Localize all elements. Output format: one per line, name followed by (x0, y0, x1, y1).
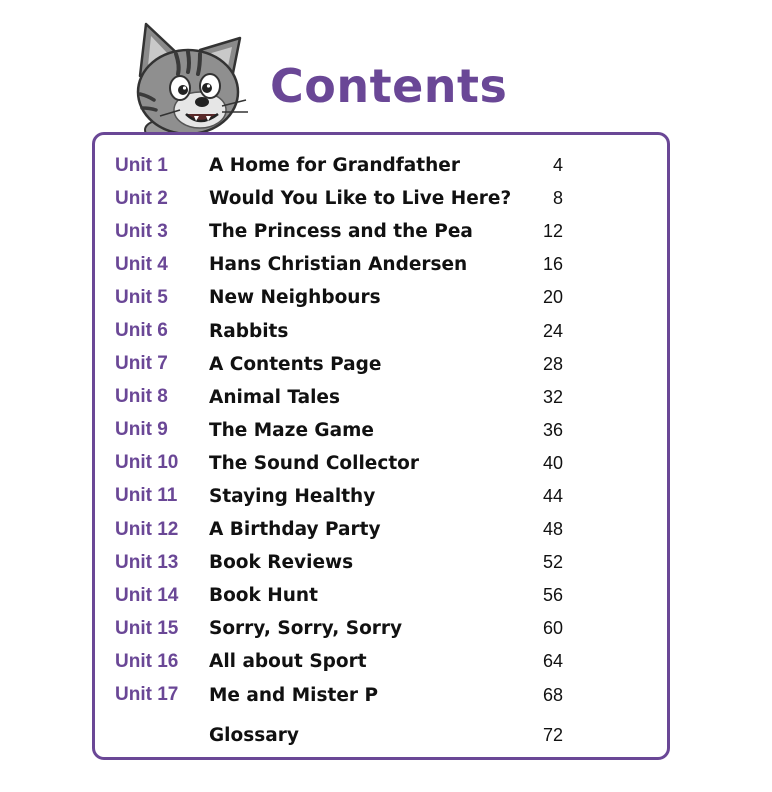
unit-label: Unit 10 (115, 452, 179, 474)
page-number: 44 (542, 485, 563, 506)
unit-label: Unit 4 (115, 253, 168, 275)
unit-label: Unit 8 (115, 386, 168, 408)
toc-row-unit-8[interactable] (95, 381, 667, 414)
unit-title: Book Hunt (209, 585, 318, 607)
unit-title: All about Sport (209, 651, 367, 673)
unit-title: Sorry, Sorry, Sorry (209, 618, 403, 640)
unit-label: Unit 3 (115, 220, 168, 242)
unit-title: Animal Tales (209, 386, 340, 408)
unit-title: Hans Christian Andersen (209, 254, 468, 276)
unit-label: Unit 9 (115, 419, 168, 441)
page-number: 20 (542, 287, 563, 308)
page-number: 64 (542, 651, 563, 672)
page-number: 52 (542, 552, 563, 573)
toc-row-unit-15[interactable] (95, 612, 667, 645)
page-number: 56 (542, 585, 563, 606)
unit-title: Would You Like to Live Here? (209, 188, 512, 210)
contents-box (92, 132, 670, 760)
unit-title: The Maze Game (209, 419, 374, 441)
unit-label: Unit 5 (115, 286, 168, 308)
page-number: 32 (542, 386, 563, 407)
unit-title: The Sound Collector (209, 452, 419, 474)
page-number: 68 (542, 684, 563, 705)
unit-label: Unit 16 (115, 650, 179, 672)
unit-label: Unit 13 (115, 551, 179, 573)
toc-row-unit-2[interactable] (95, 182, 667, 215)
toc-row-unit-6[interactable] (95, 314, 667, 347)
toc-row-glossary[interactable] (95, 719, 667, 752)
unit-label: Unit 7 (115, 353, 168, 375)
page-number: 40 (542, 452, 563, 473)
unit-title: A Contents Page (209, 353, 382, 375)
page-number: 60 (542, 618, 563, 639)
page-number: 48 (542, 519, 563, 540)
toc-row-unit-10[interactable] (95, 447, 667, 480)
toc-row-unit-12[interactable] (95, 513, 667, 546)
toc-row-unit-5[interactable] (95, 281, 667, 314)
unit-title: A Home for Grandfather (209, 155, 460, 177)
page-number: 8 (552, 188, 563, 209)
unit-title: Rabbits (209, 320, 289, 342)
unit-label: Unit 15 (115, 617, 179, 639)
page-number: 16 (542, 254, 563, 275)
page-number: 4 (552, 155, 563, 176)
unit-label: Unit 1 (115, 154, 168, 176)
toc-row-unit-1[interactable] (95, 149, 667, 182)
cat-mascot-icon (124, 14, 254, 142)
toc-row-unit-13[interactable] (95, 546, 667, 579)
unit-title: The Princess and the Pea (209, 221, 473, 243)
page-title: Contents (270, 59, 508, 113)
unit-label: Unit 17 (115, 684, 179, 706)
toc-row-unit-11[interactable] (95, 480, 667, 513)
unit-title: A Birthday Party (209, 519, 381, 541)
toc-row-unit-9[interactable] (95, 414, 667, 447)
page-number: 12 (542, 221, 563, 242)
page-number: 28 (542, 353, 563, 374)
toc-row-unit-14[interactable] (95, 579, 667, 612)
toc-row-unit-16[interactable] (95, 645, 667, 678)
glossary-title: Glossary (209, 724, 299, 746)
page-number: 24 (542, 320, 563, 341)
toc-row-unit-17[interactable] (95, 679, 667, 712)
unit-title: New Neighbours (209, 287, 381, 309)
toc-list (95, 149, 667, 752)
unit-label: Unit 14 (115, 584, 179, 606)
page-number: 36 (542, 419, 563, 440)
unit-title: Staying Healthy (209, 485, 376, 507)
unit-title: Book Reviews (209, 552, 354, 574)
toc-row-unit-4[interactable] (95, 248, 667, 281)
toc-row-unit-3[interactable] (95, 215, 667, 248)
unit-label: Unit 6 (115, 320, 168, 342)
toc-row-unit-7[interactable] (95, 348, 667, 381)
unit-label: Unit 12 (115, 518, 179, 540)
page-number: 72 (542, 724, 563, 745)
unit-label: Unit 11 (115, 485, 178, 507)
unit-label: Unit 2 (115, 187, 168, 209)
unit-title: Me and Mister P (209, 684, 379, 706)
